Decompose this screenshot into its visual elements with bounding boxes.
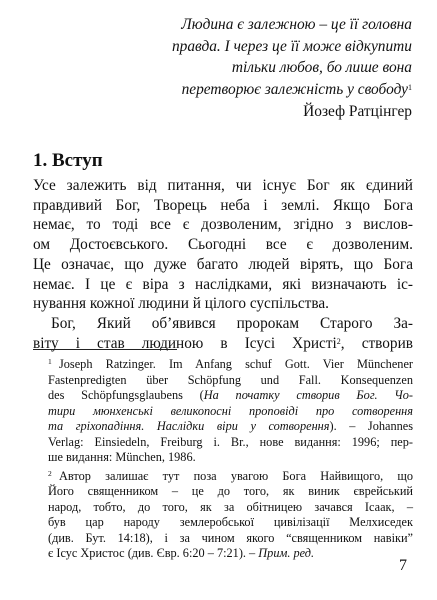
epigraph-line: тільки любов, бо лише вона xyxy=(231,59,412,76)
footnotes xyxy=(48,357,413,565)
footnote-italic: тири мюнхенські великопосні проповіді про сотворення xyxy=(48,403,413,418)
page-number: 7 xyxy=(399,557,407,574)
body-line: нування кожної людини й цілого суспільства. xyxy=(33,295,330,313)
footnote-line: народ, тобто, до того, як за обітницею зачався Ісаак, – xyxy=(48,499,413,514)
body-line: Усе залежить від питання, чи існує Бог як єдиний xyxy=(33,177,413,194)
footnote-line: (див. Бут. 14:18), і за чином якого “священником навіки” xyxy=(48,530,413,545)
footnote-line: Автор залишає тут поза увагою Бога Найвищого, що xyxy=(59,468,413,483)
footnote-line: Його священником – це до того, як виник єврейський xyxy=(48,484,413,498)
footnote-line xyxy=(48,546,413,562)
footnote-1 xyxy=(48,357,413,466)
body-line: немає. І це є віра з наслідками, які визначають іс- xyxy=(33,275,413,293)
footnote-italic: Прим. ред. xyxy=(258,546,315,560)
footnote-italic: та гріхопадіння. Наслідки віри у сотворення xyxy=(48,419,330,433)
body-line-text: , створив xyxy=(340,334,413,352)
footnote-italic: На початку створив Бог. Чо- xyxy=(203,388,413,402)
epigraph-line xyxy=(140,79,412,101)
epigraph xyxy=(140,14,412,100)
footnote-line xyxy=(48,419,413,435)
footnote-line: Verlag: Einsiedeln, Freiburg i. Br., нове видання: 1996; пер- xyxy=(48,434,413,449)
body-footnote-ref[interactable]: 2 xyxy=(336,336,341,346)
body-line: Це означає, що дуже багато людей вірять, що Бога xyxy=(33,255,413,273)
body-line-text: віту і став людиною в Ісусі Христі xyxy=(33,334,337,352)
body-line xyxy=(33,334,413,354)
body-line: ом Достоєвського. Сьогодні все є дозволеним. xyxy=(33,236,413,254)
footnote-text: є Ісус Христос (див. Євр. 6:20 – 7:21). – xyxy=(48,546,259,560)
footnote-2 xyxy=(48,469,413,562)
footnote-line: ше видання: München, 1986. xyxy=(48,450,196,464)
epigraph-line: правда. І через це її може відкупити xyxy=(171,37,412,55)
footnote-line: Fastenpredigten über Schöpfung und Fall. Konsequenzen xyxy=(48,372,413,387)
epigraph-author: Йозеф Ратцінгер xyxy=(303,103,412,120)
footnote-divider xyxy=(33,349,177,350)
footnote-line xyxy=(48,388,413,404)
epigraph-line-text: перетворює залежність у свободу xyxy=(181,80,408,98)
epigraph-line: Людина є залежною – це її головна xyxy=(181,16,412,33)
footnote-line xyxy=(48,404,413,420)
footnote-text: des Schöpfungsglaubens ( xyxy=(48,388,204,402)
footnote-text: ). – Johannes xyxy=(329,419,413,433)
body-text xyxy=(33,176,413,353)
body-line: Бог, Який об’явився пророкам Старого За- xyxy=(51,314,413,332)
footnote-line: Joseph Ratzinger. Im Anfang schuf Gott. Vier Münchener xyxy=(59,357,413,371)
epigraph-footnote-ref[interactable]: 1 xyxy=(408,82,412,92)
section-heading: 1. Вступ xyxy=(33,150,103,171)
footnote-line: був цар народу землеробської цивілізації Мелхиседек xyxy=(48,515,413,529)
footnote-mark: 1 xyxy=(48,357,52,366)
footnote-mark: 2 xyxy=(48,468,52,478)
body-line: немає, то тоді все є дозволеним, згідно з вислов- xyxy=(33,216,413,234)
body-line: правдивий Бог, Творець неба і землі. Якщо Бога xyxy=(33,196,413,214)
